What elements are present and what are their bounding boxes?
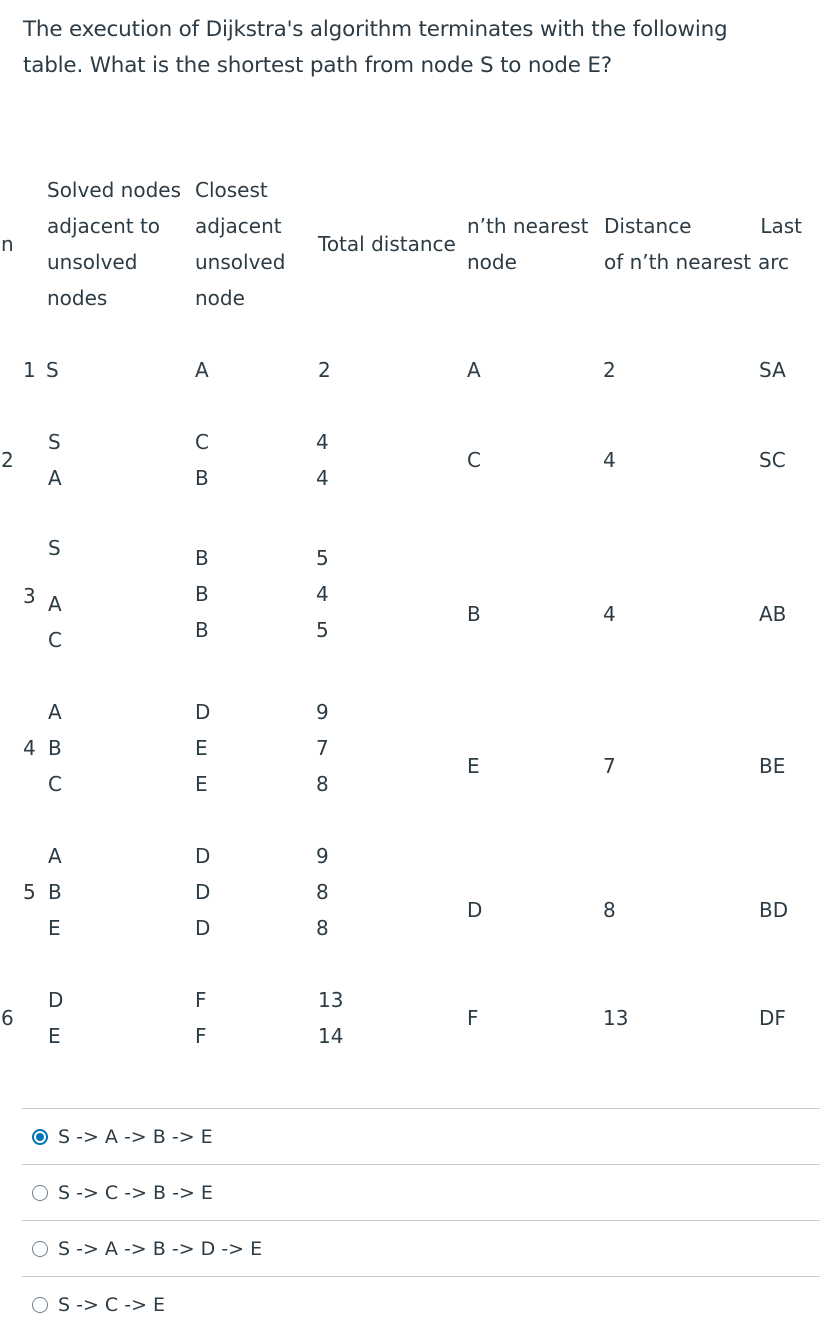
row-solved bbox=[48, 424, 62, 496]
row-closest-item: C bbox=[195, 430, 209, 454]
row-closest-item: E bbox=[195, 772, 208, 796]
header-solved bbox=[47, 172, 181, 316]
row-total-item: 13 bbox=[318, 988, 344, 1012]
row-closest-item: F bbox=[195, 988, 207, 1012]
row-total: 2 bbox=[318, 358, 331, 382]
row-closest-item: D bbox=[195, 880, 211, 904]
header-last-line: arc bbox=[758, 250, 790, 274]
row-n: 1 bbox=[23, 358, 36, 382]
row-closest-item: B bbox=[195, 582, 209, 606]
row-total-item: 5 bbox=[316, 546, 329, 570]
header-nth-node bbox=[467, 208, 589, 280]
header-solved-line: unsolved bbox=[47, 250, 138, 274]
answer-options bbox=[22, 1108, 820, 1332]
header-nth-line: n’th nearest bbox=[467, 214, 589, 238]
row-total-item: 5 bbox=[316, 618, 329, 642]
row-solved-item: D bbox=[48, 988, 64, 1012]
row-closest bbox=[195, 982, 207, 1054]
row-solved-item: B bbox=[48, 736, 62, 760]
row-total-item: 9 bbox=[316, 844, 329, 868]
row-closest bbox=[195, 424, 209, 496]
header-solved-line: adjacent to bbox=[47, 214, 161, 238]
header-closest-line: adjacent bbox=[195, 214, 282, 238]
row-total-item: 7 bbox=[316, 736, 329, 760]
answer-option-3[interactable] bbox=[22, 1220, 820, 1276]
row-total-item: 8 bbox=[316, 916, 329, 940]
row-solved-item: S bbox=[48, 536, 61, 560]
header-solved-line: Solved nodes bbox=[47, 178, 182, 202]
row-total-item: 9 bbox=[316, 700, 329, 724]
row-nth-node: F bbox=[467, 1006, 479, 1030]
row-last-arc: AB bbox=[759, 602, 787, 626]
row-closest bbox=[195, 540, 209, 648]
radio-icon[interactable] bbox=[32, 1241, 48, 1257]
row-total-item: 8 bbox=[316, 772, 329, 796]
header-nth-line: node bbox=[467, 250, 517, 274]
row-nth-node: C bbox=[467, 448, 481, 472]
answer-option-1[interactable] bbox=[22, 1108, 820, 1164]
row-total bbox=[318, 982, 343, 1054]
row-nth-node: D bbox=[467, 898, 483, 922]
row-distance: 2 bbox=[603, 358, 616, 382]
answer-option-2[interactable] bbox=[22, 1164, 820, 1220]
row-distance: 8 bbox=[603, 898, 616, 922]
row-last-arc: DF bbox=[759, 1006, 786, 1030]
row-closest-item: F bbox=[195, 1024, 207, 1048]
header-solved-line: nodes bbox=[47, 286, 108, 310]
row-closest-item: D bbox=[195, 844, 211, 868]
row-solved-item: A bbox=[48, 700, 62, 724]
header-closest bbox=[195, 172, 285, 316]
row-solved-item: B bbox=[48, 880, 62, 904]
question-line-1: The execution of Dijkstra's algorithm terminates with the following bbox=[23, 17, 728, 42]
header-closest-line: Closest bbox=[195, 178, 268, 202]
row-n: 4 bbox=[23, 736, 36, 760]
row-total bbox=[316, 694, 329, 802]
row-solved-item: A bbox=[48, 466, 62, 490]
row-closest bbox=[195, 838, 210, 946]
row-last-arc: BE bbox=[759, 754, 786, 778]
row-n: 6 bbox=[1, 1006, 14, 1030]
row-nth-node: E bbox=[467, 754, 480, 778]
row-solved-item: A bbox=[48, 844, 62, 868]
row-n: 2 bbox=[1, 448, 14, 472]
row-solved-item: E bbox=[48, 916, 61, 940]
row-total bbox=[316, 838, 329, 946]
header-distance bbox=[604, 208, 751, 280]
row-solved-item: C bbox=[48, 772, 62, 796]
row-total-item: 4 bbox=[316, 582, 329, 606]
row-total-item: 8 bbox=[316, 880, 329, 904]
row-closest-item: D bbox=[195, 916, 211, 940]
answer-label: S -> A -> B -> E bbox=[58, 1125, 213, 1148]
row-closest-item: B bbox=[195, 618, 209, 642]
row-closest-item: B bbox=[195, 546, 209, 570]
header-distance-line: of n’th nearest bbox=[604, 250, 752, 274]
row-solved-item: C bbox=[48, 628, 62, 652]
header-last-arc bbox=[758, 208, 802, 280]
answer-label: S -> C -> B -> E bbox=[58, 1181, 213, 1204]
radio-selected-icon[interactable] bbox=[32, 1129, 48, 1145]
row-distance: 13 bbox=[603, 1006, 629, 1030]
row-closest-item: B bbox=[195, 466, 209, 490]
row-nth-node: A bbox=[467, 358, 481, 382]
radio-icon[interactable] bbox=[32, 1185, 48, 1201]
header-closest-line: node bbox=[195, 286, 245, 310]
header-last-line: Last bbox=[760, 214, 802, 238]
row-distance: 4 bbox=[603, 602, 616, 626]
row-solved-item: A bbox=[48, 592, 62, 616]
row-distance: 4 bbox=[603, 448, 616, 472]
row-solved-item: S bbox=[48, 430, 61, 454]
row-total-item: 4 bbox=[316, 430, 329, 454]
header-distance-line: Distance bbox=[604, 214, 692, 238]
row-last-arc: BD bbox=[759, 898, 789, 922]
header-closest-line: unsolved bbox=[195, 250, 286, 274]
row-total bbox=[316, 424, 329, 496]
row-closest bbox=[195, 694, 210, 802]
row-last-arc: SC bbox=[759, 448, 786, 472]
row-nth-node: B bbox=[467, 602, 481, 626]
row-total-item: 4 bbox=[316, 466, 329, 490]
row-n: 3 bbox=[23, 584, 36, 608]
row-n: 5 bbox=[23, 880, 36, 904]
answer-label: S -> C -> E bbox=[58, 1293, 166, 1316]
row-closest-item: E bbox=[195, 736, 208, 760]
row-solved: S bbox=[46, 358, 59, 382]
row-last-arc: SA bbox=[759, 358, 786, 382]
row-solved-item: E bbox=[48, 1024, 61, 1048]
question-line-2: table. What is the shortest path from node S to node E? bbox=[23, 53, 612, 78]
answer-label: S -> A -> B -> D -> E bbox=[58, 1237, 263, 1260]
row-total bbox=[316, 540, 329, 648]
header-total-distance: Total distance bbox=[318, 232, 456, 256]
row-closest: A bbox=[195, 358, 209, 382]
radio-icon[interactable] bbox=[32, 1297, 48, 1313]
header-n: n bbox=[1, 232, 14, 256]
row-solved bbox=[48, 982, 63, 1054]
row-distance: 7 bbox=[603, 754, 616, 778]
row-closest-item: D bbox=[195, 700, 211, 724]
row-total-item: 14 bbox=[318, 1024, 344, 1048]
answer-option-4[interactable] bbox=[22, 1276, 820, 1332]
